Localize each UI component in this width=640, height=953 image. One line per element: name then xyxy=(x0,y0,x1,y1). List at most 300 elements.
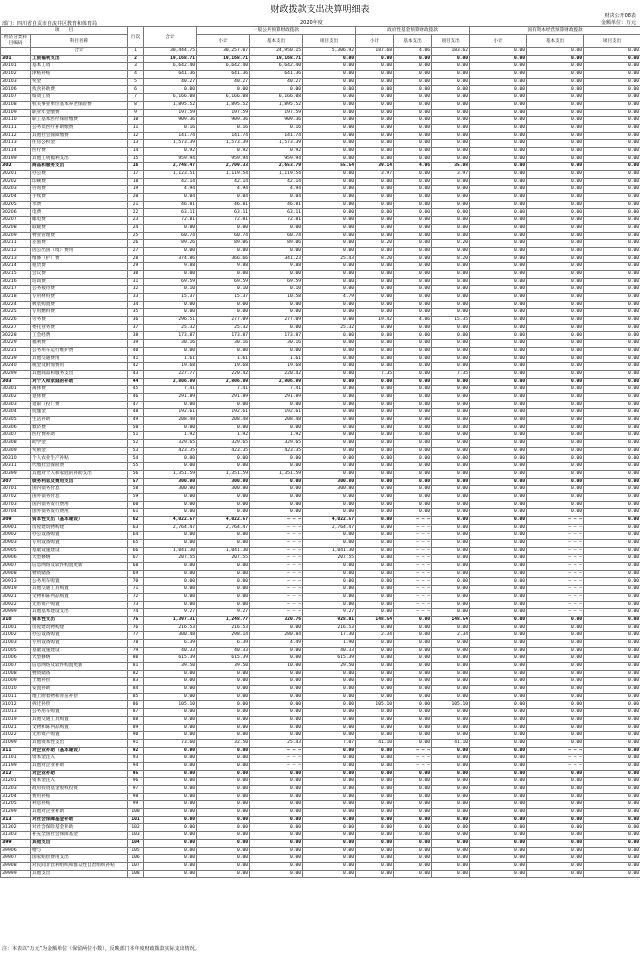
row-value: 40.33 xyxy=(144,647,197,655)
row-value: 0.00 xyxy=(356,432,394,440)
row-value: 30.16 xyxy=(144,340,197,348)
row-value: 0.00 xyxy=(250,724,303,732)
row-value: 6,642.40 xyxy=(144,63,197,71)
row-value: 0.00 xyxy=(584,855,640,863)
row-value: 0.00 xyxy=(584,693,640,701)
row-value: 6.39 xyxy=(197,639,250,647)
table-row xyxy=(1,555,640,563)
row-value: 0.00 xyxy=(470,224,527,232)
row-code: 30907 xyxy=(1,563,31,571)
row-value: 0.00 xyxy=(432,109,470,117)
row-value: 1,573.39 xyxy=(250,140,303,148)
row-index: 17 xyxy=(128,171,144,179)
row-name: 委托业务费 xyxy=(31,324,128,332)
row-value: 0.00 xyxy=(197,762,250,770)
row-code: 30307 xyxy=(1,432,31,440)
row-value: 0.00 xyxy=(584,578,640,586)
row-value: 0.00 xyxy=(394,224,432,232)
row-value: 0.00 xyxy=(356,247,394,255)
row-value: 0.00 xyxy=(250,463,303,471)
row-value: 0.00 xyxy=(394,355,432,363)
row-value: 0.00 xyxy=(527,117,584,125)
row-value: 0.00 xyxy=(394,155,432,163)
row-value: 0.00 xyxy=(394,655,432,663)
row-code: 30239 xyxy=(1,355,31,363)
row-value: 0.00 xyxy=(527,486,584,494)
row-code: 311 xyxy=(1,747,31,755)
row-name: 因公出国（境）费用 xyxy=(31,247,128,255)
table-row xyxy=(1,501,640,509)
row-value: 0.00 xyxy=(144,493,197,501)
row-index: 58 xyxy=(128,486,144,494)
row-value: 0.00 xyxy=(197,463,250,471)
row-value: 0.00 xyxy=(394,870,432,878)
row-value: 0.00 xyxy=(584,862,640,870)
row-value: 25.43 xyxy=(303,255,356,263)
row-value: 0.00 xyxy=(356,78,394,86)
row-value: 173.87 xyxy=(250,332,303,340)
row-value: 25.32 xyxy=(144,324,197,332)
row-value: — — — xyxy=(250,516,303,524)
row-value: 366.66 xyxy=(197,255,250,263)
row-value: 0.00 xyxy=(394,286,432,294)
row-value: 0.00 xyxy=(527,48,584,56)
row-value: 0.00 xyxy=(584,317,640,325)
row-value: 0.00 xyxy=(356,678,394,686)
row-value: 0.00 xyxy=(394,178,432,186)
row-index: 106 xyxy=(128,855,144,863)
row-value: 0.00 xyxy=(303,317,356,325)
row-value: 0.00 xyxy=(356,486,394,494)
table-row xyxy=(1,55,640,63)
row-name: 住房公积金 xyxy=(31,140,128,148)
row-value: 0.00 xyxy=(584,286,640,294)
row-value: 0.00 xyxy=(584,147,640,155)
row-value: 0.00 xyxy=(527,632,584,640)
row-value: 0.00 xyxy=(250,732,303,740)
row-code: 30231 xyxy=(1,347,31,355)
row-code: 30240 xyxy=(1,363,31,371)
row-value: 0.00 xyxy=(250,778,303,786)
row-index: 93 xyxy=(128,755,144,763)
row-value: 300.80 xyxy=(144,486,197,494)
row-value: 9.88 xyxy=(197,263,250,271)
row-index: 77 xyxy=(128,632,144,640)
table-row xyxy=(1,747,640,755)
row-value: 141.74 xyxy=(250,132,303,140)
row-value: 0.00 xyxy=(303,355,356,363)
row-index: 71 xyxy=(128,586,144,594)
row-name: 对个人和家庭的补助 xyxy=(31,378,128,386)
row-value: 0.00 xyxy=(394,370,432,378)
row-index: 6 xyxy=(128,86,144,94)
row-value: 0.00 xyxy=(356,624,394,632)
row-value: 173.87 xyxy=(144,332,197,340)
row-value: 0.00 xyxy=(250,862,303,870)
table-row xyxy=(1,178,640,186)
row-value: 0.00 xyxy=(527,147,584,155)
row-code: 31204 xyxy=(1,793,31,801)
row-value: 0.00 xyxy=(356,347,394,355)
row-value: 0.00 xyxy=(432,78,470,86)
row-value: 0.00 xyxy=(584,647,640,655)
row-value: 0.00 xyxy=(470,194,527,202)
row-value: 0.00 xyxy=(432,324,470,332)
row-value: 6,642.40 xyxy=(197,63,250,71)
row-value: 0.00 xyxy=(584,678,640,686)
row-value: 0.00 xyxy=(432,270,470,278)
row-value: 192.61 xyxy=(197,409,250,417)
row-value: 0.00 xyxy=(197,686,250,694)
row-value: 0.00 xyxy=(356,716,394,724)
row-value: 0.00 xyxy=(303,347,356,355)
row-value: 0.00 xyxy=(584,363,640,371)
row-value: 1.61 xyxy=(250,355,303,363)
row-index: 5 xyxy=(128,78,144,86)
row-code: 30212 xyxy=(1,247,31,255)
row-value: 72.81 xyxy=(250,217,303,225)
row-value: 1,041.30 xyxy=(197,547,250,555)
row-index: 83 xyxy=(128,678,144,686)
row-name: 资本金注入 xyxy=(31,778,128,786)
row-value: 0.00 xyxy=(527,870,584,878)
row-value: 4.06 xyxy=(394,317,432,325)
row-value: 60.74 xyxy=(197,232,250,240)
row-value: 0.00 xyxy=(394,693,432,701)
row-value: 0.00 xyxy=(432,693,470,701)
row-value: 0.00 xyxy=(470,186,527,194)
row-index: 75 xyxy=(128,616,144,624)
row-value: 0.00 xyxy=(470,370,527,378)
row-value: 4.94 xyxy=(250,186,303,194)
row-value: 4,022.57 xyxy=(197,516,250,524)
row-value: 0.00 xyxy=(432,224,470,232)
table-row xyxy=(1,616,640,624)
row-name: 国内债务发行费用 xyxy=(31,501,128,509)
row-value: 0.00 xyxy=(356,455,394,463)
row-value: 0.00 xyxy=(470,862,527,870)
row-value: 909.36 xyxy=(250,117,303,125)
row-name: 被装购置费 xyxy=(31,301,128,309)
row-value: 0.00 xyxy=(394,724,432,732)
row-value: 0.00 xyxy=(394,647,432,655)
row-value: 42.14 xyxy=(250,178,303,186)
row-value: 0.00 xyxy=(470,616,527,624)
row-value: 0.00 xyxy=(144,86,197,94)
table-row xyxy=(1,171,640,179)
row-code: 31099 xyxy=(1,739,31,747)
row-value: 0.00 xyxy=(584,117,640,125)
row-name: 公务用车运行维护费 xyxy=(31,347,128,355)
row-name: 基础设施建设 xyxy=(31,647,128,655)
row-value: 0.00 xyxy=(197,855,250,863)
row-value: 0.00 xyxy=(303,278,356,286)
row-name: 赠与 xyxy=(31,847,128,855)
row-value: 0.00 xyxy=(432,201,470,209)
row-value: 0.00 xyxy=(584,155,640,163)
row-index: 57 xyxy=(128,478,144,486)
row-value: 0.00 xyxy=(527,701,584,709)
row-code: 30211 xyxy=(1,240,31,248)
row-index: 63 xyxy=(128,524,144,532)
row-value: 0.00 xyxy=(470,232,527,240)
row-value: 0.00 xyxy=(584,94,640,102)
header-gf-subtotal: 小计 xyxy=(356,35,394,48)
row-name: 税金及附加费用 xyxy=(31,363,128,371)
row-value: 0.00 xyxy=(584,870,640,878)
row-value: 89.06 xyxy=(250,240,303,248)
row-value: 0.00 xyxy=(432,186,470,194)
table-row xyxy=(1,78,640,86)
row-value: 0.00 xyxy=(394,78,432,86)
row-value: 105.10 xyxy=(144,701,197,709)
row-value: 0.00 xyxy=(394,847,432,855)
row-name: 资本金注入 xyxy=(31,755,128,763)
row-value: 0.00 xyxy=(144,862,197,870)
table-row xyxy=(1,324,640,332)
row-value: 1,041.30 xyxy=(303,547,356,555)
row-value: 0.00 xyxy=(584,809,640,817)
row-name: 资本性支出（基本建设） xyxy=(31,516,128,524)
header-total: 合计 xyxy=(144,27,197,48)
row-code: 30101 xyxy=(1,63,31,71)
row-value: 0.00 xyxy=(356,832,394,840)
table-row xyxy=(1,678,640,686)
row-code: 30216 xyxy=(1,278,31,286)
row-value: 0.00 xyxy=(470,124,527,132)
row-value: 0.00 xyxy=(527,332,584,340)
row-value: 0.00 xyxy=(303,455,356,463)
row-value: 0.00 xyxy=(394,455,432,463)
row-value: 0.00 xyxy=(394,739,432,747)
row-value: 0.00 xyxy=(303,463,356,471)
row-value: 0.00 xyxy=(250,486,303,494)
row-value: 6,642.40 xyxy=(250,63,303,71)
row-value: 0.00 xyxy=(250,509,303,517)
row-value: 0.00 xyxy=(356,747,394,755)
row-value: 0.00 xyxy=(303,670,356,678)
row-value: 42.14 xyxy=(197,178,250,186)
row-value: 0.00 xyxy=(584,655,640,663)
row-value: 0.00 xyxy=(584,709,640,717)
row-value: 0.00 xyxy=(527,55,584,63)
row-name: 信息网络及软件购置更新 xyxy=(31,563,128,571)
row-code: 31001 xyxy=(1,624,31,632)
table-row xyxy=(1,516,640,524)
table-row xyxy=(1,417,640,425)
row-value: 0.00 xyxy=(144,839,197,847)
row-value: 0.00 xyxy=(303,762,356,770)
row-value: 0.00 xyxy=(144,463,197,471)
row-index: 90 xyxy=(128,732,144,740)
row-code: 30302 xyxy=(1,393,31,401)
row-value: 0.00 xyxy=(584,48,640,56)
row-index: 12 xyxy=(128,132,144,140)
row-value: 0.00 xyxy=(250,478,303,486)
row-value: 32.50 xyxy=(197,739,250,747)
row-value: 0.00 xyxy=(527,832,584,840)
row-code: 30103 xyxy=(1,78,31,86)
row-value: 0.00 xyxy=(584,478,640,486)
row-value: 0.00 xyxy=(432,55,470,63)
row-value: 0.00 xyxy=(584,663,640,671)
row-value: 0.00 xyxy=(527,716,584,724)
row-value: 0.00 xyxy=(432,793,470,801)
row-value: 19,168.71 xyxy=(250,55,303,63)
row-value: 0.00 xyxy=(303,409,356,417)
row-name: 其他对个人和家庭的补助支出 xyxy=(31,470,128,478)
row-value: 0.00 xyxy=(356,470,394,478)
row-value: 0.00 xyxy=(470,555,527,563)
row-value: 0.00 xyxy=(527,855,584,863)
row-name: 信息网络及软件购置更新 xyxy=(31,663,128,671)
table-body xyxy=(1,48,640,878)
row-value: 0.00 xyxy=(584,532,640,540)
row-value: 0.00 xyxy=(470,632,527,640)
row-name: 机关事业单位基本养老保险费 xyxy=(31,101,128,109)
expenditure-table xyxy=(0,26,640,878)
row-value: 0.00 xyxy=(470,755,527,763)
row-value: 0.00 xyxy=(394,270,432,278)
row-value: 0.00 xyxy=(584,240,640,248)
row-name: 国家赔偿费用支出 xyxy=(31,855,128,863)
row-value: 0.00 xyxy=(197,801,250,809)
row-code: 31012 xyxy=(1,701,31,709)
row-value: 0.00 xyxy=(432,117,470,125)
row-value: 0.00 xyxy=(394,71,432,79)
row-value: 0.00 xyxy=(527,86,584,94)
row-value: 0.00 xyxy=(356,732,394,740)
row-value: 0.00 xyxy=(432,309,470,317)
row-value: 0.00 xyxy=(144,670,197,678)
table-row xyxy=(1,847,640,855)
row-value: 0.00 xyxy=(250,247,303,255)
row-index: 34 xyxy=(128,301,144,309)
row-value: 40.27 xyxy=(144,78,197,86)
row-value: 0.00 xyxy=(470,278,527,286)
row-value: 0.00 xyxy=(527,809,584,817)
row-value: 0.00 xyxy=(250,832,303,840)
table-row xyxy=(1,739,640,747)
row-name: 伙食补助费 xyxy=(31,86,128,94)
row-value: 63.11 xyxy=(250,209,303,217)
row-value: 0.00 xyxy=(584,547,640,555)
row-value: — — — xyxy=(394,586,432,594)
row-value: 105.10 xyxy=(432,701,470,709)
row-code: 313 xyxy=(1,816,31,824)
row-value: 0.00 xyxy=(144,816,197,824)
row-index: 16 xyxy=(128,163,144,171)
row-name: 文物和陈列品购置 xyxy=(31,724,128,732)
row-value: 5,306.92 xyxy=(303,48,356,56)
table-row xyxy=(1,655,640,663)
row-value: 0.00 xyxy=(470,217,527,225)
row-value: 0.00 xyxy=(394,409,432,417)
row-value: 0.00 xyxy=(394,324,432,332)
row-value: 17.30 xyxy=(303,632,356,640)
row-value: 0.00 xyxy=(584,178,640,186)
row-value: — — — xyxy=(527,524,584,532)
row-value: 641.36 xyxy=(144,71,197,79)
row-index: 102 xyxy=(128,824,144,832)
table-row xyxy=(1,340,640,348)
row-code: 30905 xyxy=(1,547,31,555)
row-value: 0.00 xyxy=(356,386,394,394)
row-value: 0.00 xyxy=(432,862,470,870)
row-value: — — — xyxy=(250,578,303,586)
row-value: 0.00 xyxy=(197,809,250,817)
row-name: 奖励金 xyxy=(31,447,128,455)
row-value: 0.00 xyxy=(527,194,584,202)
row-value: 0.00 xyxy=(527,862,584,870)
row-value: 0.00 xyxy=(432,570,470,578)
row-value: 329.65 xyxy=(250,440,303,448)
row-value: 0.00 xyxy=(303,578,356,586)
row-value: 0.00 xyxy=(144,563,197,571)
row-value: 0.00 xyxy=(303,171,356,179)
table-row xyxy=(1,647,640,655)
row-code: 31303 xyxy=(1,832,31,840)
row-value: 0.00 xyxy=(470,440,527,448)
row-value: 320.76 xyxy=(250,616,303,624)
row-value: 0.00 xyxy=(470,363,527,371)
row-value: 0.00 xyxy=(584,493,640,501)
row-code: 30102 xyxy=(1,71,31,79)
row-code: 30226 xyxy=(1,317,31,325)
row-value: 0.00 xyxy=(197,701,250,709)
table-row xyxy=(1,463,640,471)
row-value: 72.81 xyxy=(144,217,197,225)
row-value: 0.00 xyxy=(470,586,527,594)
row-value: 24,950.15 xyxy=(250,48,303,56)
row-value: 0.00 xyxy=(584,171,640,179)
row-value: 0.00 xyxy=(394,678,432,686)
row-value: 0.00 xyxy=(250,870,303,878)
row-value: 0.00 xyxy=(356,855,394,863)
row-name: 离休费 xyxy=(31,386,128,394)
row-value: 0.00 xyxy=(197,493,250,501)
row-value: 0.00 xyxy=(527,124,584,132)
row-value: 0.00 xyxy=(303,286,356,294)
row-value: 0.00 xyxy=(356,778,394,786)
row-value: 0.00 xyxy=(144,809,197,817)
row-value: 0.00 xyxy=(394,247,432,255)
row-value: 0.00 xyxy=(527,778,584,786)
row-code: 30109 xyxy=(1,109,31,117)
row-value: 0.00 xyxy=(197,347,250,355)
row-value: 0.00 xyxy=(250,624,303,632)
row-value: 0.00 xyxy=(303,809,356,817)
row-value: 0.00 xyxy=(394,393,432,401)
row-code: 30207 xyxy=(1,217,31,225)
row-value: 0.00 xyxy=(527,639,584,647)
row-value: 19.68 xyxy=(250,363,303,371)
row-value: 0.00 xyxy=(144,570,197,578)
row-index: 81 xyxy=(128,663,144,671)
table-row xyxy=(1,224,640,232)
table-row xyxy=(1,493,640,501)
row-value: 0.00 xyxy=(356,117,394,125)
row-value: 0.00 xyxy=(144,424,197,432)
row-value: 0.00 xyxy=(527,340,584,348)
row-code: 30112 xyxy=(1,132,31,140)
row-value: 0.10 xyxy=(250,286,303,294)
row-value: 0.00 xyxy=(470,824,527,832)
row-value: 0.00 xyxy=(470,455,527,463)
row-name: 差旅费 xyxy=(31,240,128,248)
row-value: 0.00 xyxy=(356,363,394,371)
row-index: 35 xyxy=(128,309,144,317)
